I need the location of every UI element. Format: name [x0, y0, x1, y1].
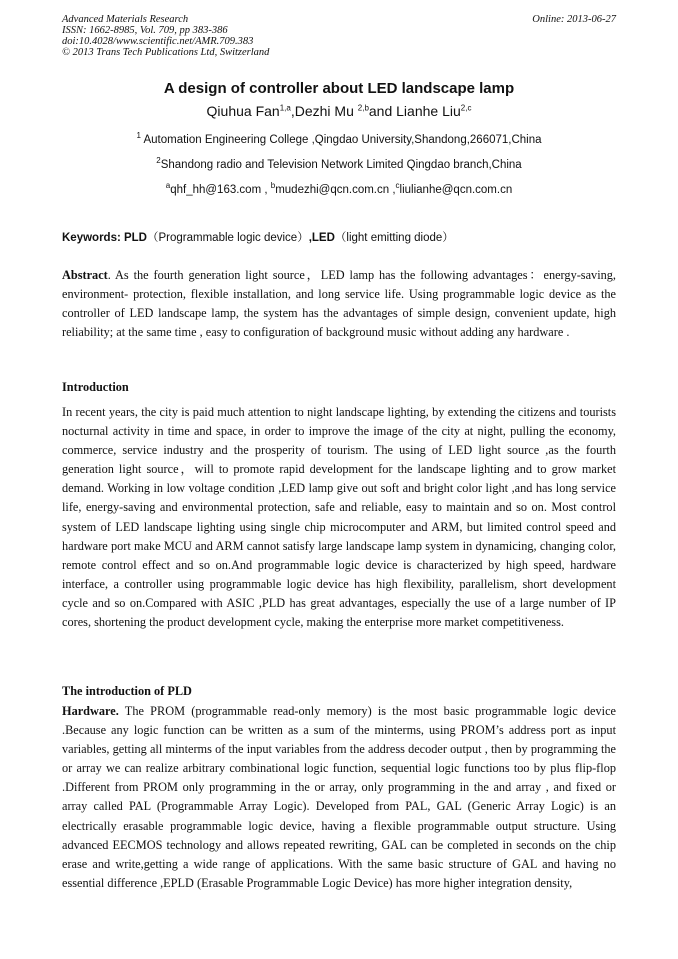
- keywords-label: Keywords: PLD: [62, 232, 147, 244]
- affiliation-text: Shandong radio and Television Network Limited Qingdao branch,China: [160, 159, 522, 171]
- keywords-text: （Programmable logic device）: [147, 232, 309, 244]
- author-name: Qiuhua Fan: [206, 103, 280, 119]
- email-line: [0, 181, 678, 196]
- author-name: ,Dezhi Mu: [290, 103, 358, 119]
- introduction-paragraph: In recent years, the city is paid much attention to night landscape lighting, by extending the citizens and tourists nocturnal activity in time and space, in order to improve the image of the city at night, pulling the economy, commerce, service industry and the prosperity of tourism. The using of LED light source ,as the fourth generation light source，will to promote rapid development for the landscape lighting and to grow market demand. Working in low voltage condition ,LED lamp give out soft and bright color light ,and has long service life, energy-saving and environmental protection, safe and reliable, easy to maintain and so on. Most control system of LED landscape lighting using single chip microcomputer and ARM, but limited control speed and hardware port make MCU and ARM cannot satisfy large landscape lamp system in dynamicing, changing color, remote control effect and so on.And programmable logic device is characterized by high speed, hardware interface, a controller using programmable logic device has high flexibility, parallelism, short development cycle and so on.Compared with ASIC ,PLD has great advantages, especially the use of a large number of IP cores, shortening the product development cycle, making the enterprise more market competitiveness.: [62, 405, 616, 630]
- running-header: [62, 14, 616, 58]
- affiliation-marker: 1: [136, 131, 141, 141]
- abstract-text: . As the fourth generation light source，LED lamp has the following advantages：energy-saving, environment- protection, flexible installation, and long service life. Using programmable logic device as the controller of LED landscape lamp, the system has the advantages of simple design, convenient update, high reliability; at the same time , easy to configuration of background music without adding any hardware .: [62, 268, 616, 340]
- email-marker: c: [395, 181, 400, 191]
- affiliation-marker: 2: [156, 156, 161, 166]
- section-heading-pld: The introduction of PLD: [62, 684, 192, 698]
- abstract-paragraph: [62, 266, 616, 342]
- copyright-line: © 2013 Trans Tech Publications Ltd, Switzerland: [62, 47, 270, 58]
- author-superscript: 2,b: [357, 103, 369, 113]
- email-marker: a: [165, 181, 171, 191]
- online-date: Online: 2013-06-27: [532, 14, 616, 25]
- author-line: [0, 103, 678, 119]
- journal-name: Advanced Materials Research: [62, 14, 189, 25]
- keywords-led: ,LED: [308, 232, 335, 244]
- email-address: qhf_hh@163.com ,: [170, 184, 271, 196]
- abstract-label: Abstract: [62, 268, 108, 282]
- doi-line: doi:10.4028/www.scientific.net/AMR.709.383: [62, 36, 254, 47]
- pld-paragraph: [62, 702, 616, 893]
- hardware-label: Hardware.: [62, 704, 119, 718]
- pld-text: The PROM (programmable read-only memory) is the most basic programmable logic device .Because any logic function can be written as a sum of the minterms, using PROM’s address port as input variables, getting all minterms of the input variables from the address decoder output , then by programming the or array we can realize arbitrary combinational logic function, sequential logic functions too by plus flip-flop .Different from PROM only programming in the or array, only programming in the and array , and fixed or array called PAL (Programmable Array Logic). Developed from PAL, GAL (Generic Array Logic) is an electrically erasable programmable logic device, having a flexible programmable output structure. Using advanced EECMOS technology and allows repeated rewriting, GAL can be completed in seconds on the chip erase and write,getting a wide range of applications. With the same basic structure of GAL and having no essential difference ,EPLD (Erasable Programmable Logic Device) has more higher integration density,: [62, 704, 616, 890]
- issn-line: ISSN: 1662-8985, Vol. 709, pp 383-386: [62, 25, 228, 36]
- author-name: and Lianhe Liu: [368, 103, 461, 119]
- email-address: liulianhe@qcn.com.cn: [399, 184, 513, 196]
- section-heading-introduction: Introduction: [62, 380, 129, 394]
- author-superscript: 2,c: [460, 103, 472, 113]
- affiliation-2: [0, 156, 678, 171]
- email-address: mudezhi@qcn.com.cn ,: [275, 184, 396, 196]
- keywords-text: （light emitting diode）: [334, 232, 454, 244]
- keywords-line: [62, 229, 454, 245]
- email-marker: b: [270, 181, 276, 191]
- affiliation-text: Automation Engineering College ,Qingdao University,Shandong,266071,China: [140, 134, 542, 146]
- author-superscript: 1,a: [279, 103, 291, 113]
- paper-title: A design of controller about LED landscape lamp: [163, 80, 515, 97]
- affiliation-1: [0, 131, 678, 146]
